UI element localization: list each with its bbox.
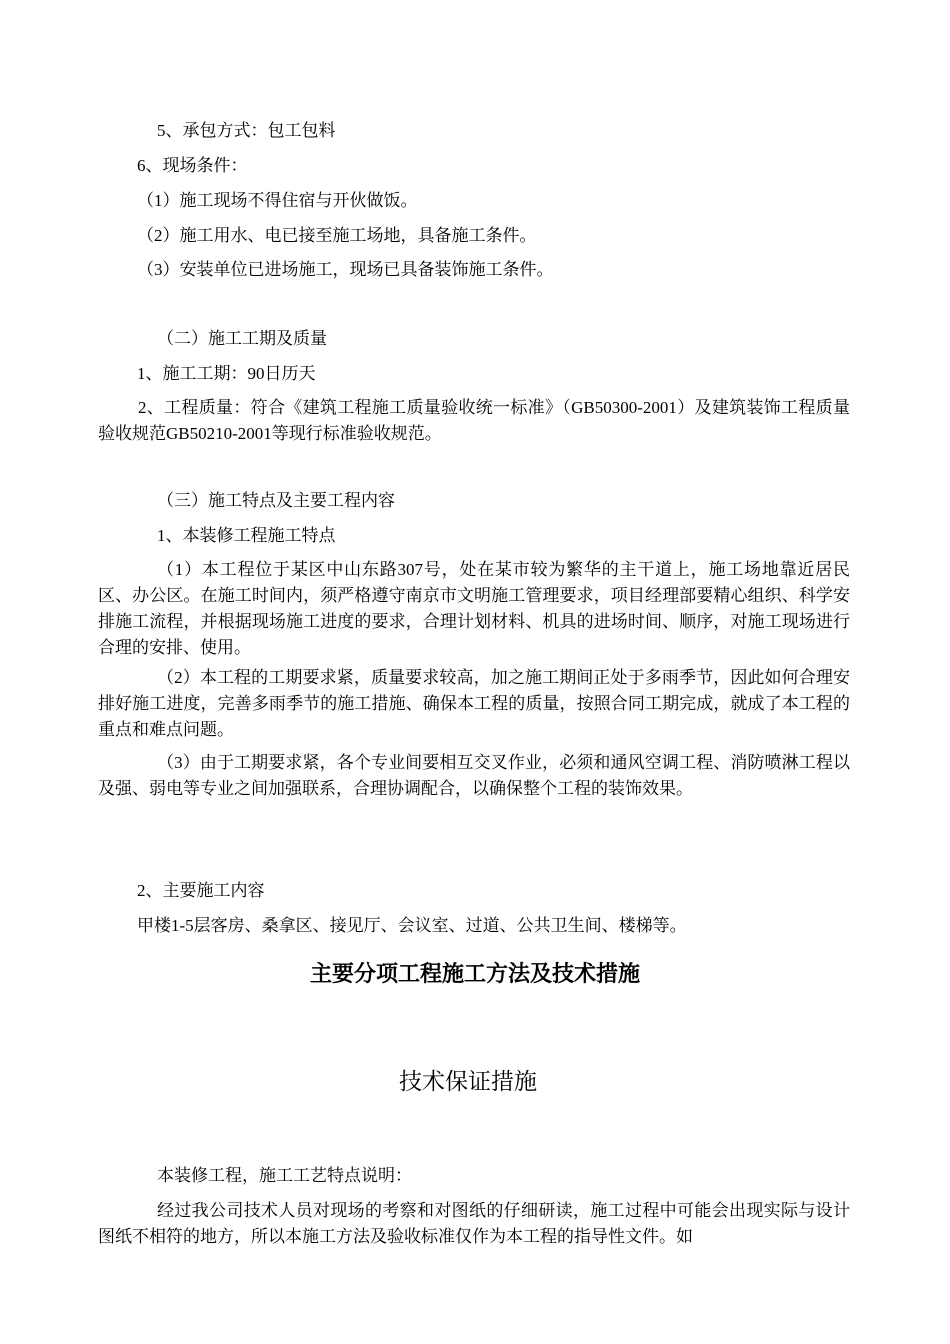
main-section-title: 主要分项工程施工方法及技术措施 bbox=[309, 962, 640, 987]
feature-paragraph-1: （1）本工程位于某区中山东路307号，处在某市较为繁华的主干道上，施工场地靠近居民区、办公区。在施工时间内，须严格遵守南京市文明施工管理要求，项目经理部要精心组织、科学安排施工流程，并根据现场施工进度的要求，合理计划材料、机具的进场时间、顺序，对施工现场进行合理的安排、使用。 bbox=[98, 560, 850, 657]
schedule-line: 1、施工工期：90日历天 bbox=[137, 364, 316, 383]
craft-intro-line: 本装修工程，施工工艺特点说明： bbox=[157, 1166, 412, 1185]
site-conditions-line: 6、现场条件： bbox=[137, 156, 248, 175]
section-heading-features: （三）施工特点及主要工程内容 bbox=[157, 491, 395, 510]
feature-paragraph-2: （2）本工程的工期要求紧，质量要求较高，加之施工期间正处于多雨季节，因此如何合理安排好施工进度，完善多雨季节的施工措施、确保本工程的质量，按照合同工期完成，就成了本工程的重点和难点问题。 bbox=[98, 668, 850, 739]
main-content-line: 甲楼1-5层客房、桑拿区、接见厅、会议室、过道、公共卫生间、楼梯等。 bbox=[137, 916, 687, 935]
section-heading-schedule-quality: （二）施工工期及质量 bbox=[157, 329, 327, 348]
closing-paragraph: 经过我公司技术人员对现场的考察和对图纸的仔细研读，施工过程中可能会出现实际与设计图纸不相符的地方，所以本施工方法及验收标准仅作为本工程的指导性文件。如 bbox=[98, 1201, 850, 1246]
contract-method-line: 5、承包方式：包工包料 bbox=[157, 121, 336, 140]
main-content-heading: 2、主要施工内容 bbox=[137, 881, 265, 900]
quality-paragraph: 2、工程质量：符合《建筑工程施工质量验收统一标准》（GB50300-2001）及建筑装饰工程质量验收规范GB50210-2001等现行标准验收规范。 bbox=[98, 398, 850, 443]
site-condition-item-1: （1）施工现场不得住宿与开伙做饭。 bbox=[137, 191, 418, 210]
features-subheading: 1、本装修工程施工特点 bbox=[157, 526, 336, 545]
site-condition-item-2: （2）施工用水、电已接至施工场地，具备施工条件。 bbox=[137, 226, 537, 245]
subsection-title: 技术保证措施 bbox=[399, 1069, 537, 1095]
feature-paragraph-3: （3）由于工期要求紧，各个专业间要相互交叉作业，必须和通风空调工程、消防喷淋工程以及强、弱电等专业之间加强联系，合理协调配合，以确保整个工程的装饰效果。 bbox=[98, 753, 850, 798]
site-condition-item-3: （3）安装单位已进场施工，现场已具备装饰施工条件。 bbox=[137, 260, 554, 279]
